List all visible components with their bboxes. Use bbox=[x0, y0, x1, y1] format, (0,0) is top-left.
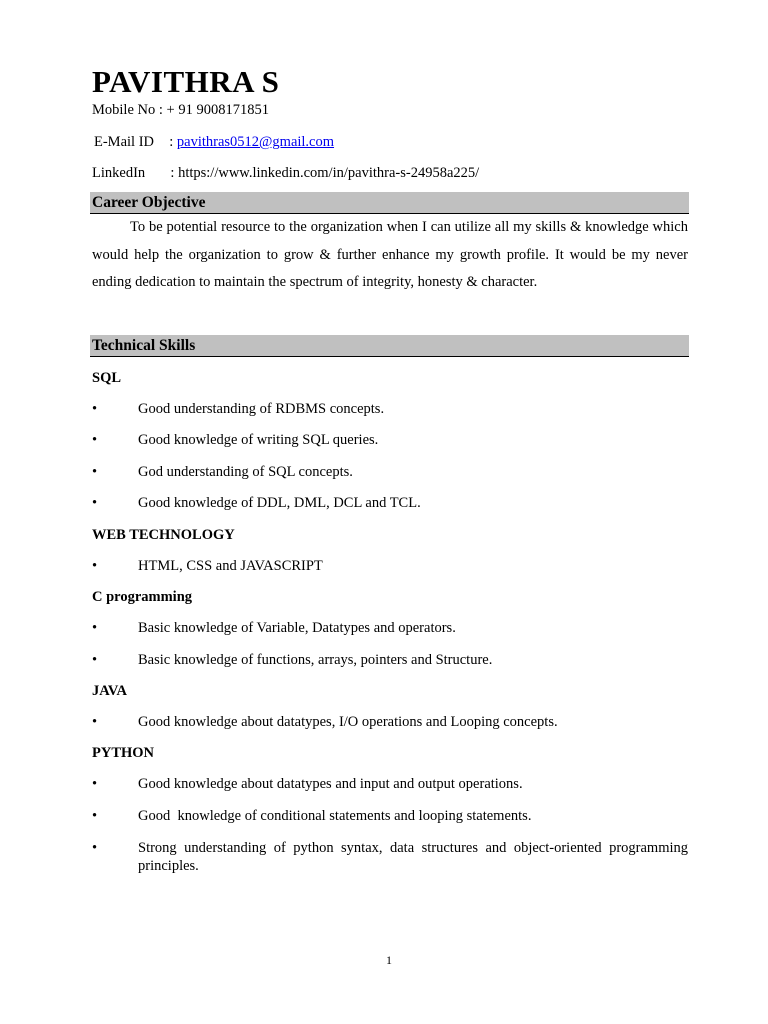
skill-group-c-heading: C programming bbox=[92, 589, 193, 605]
mobile-value: + 91 9008171851 bbox=[166, 102, 269, 118]
email-line bbox=[94, 133, 334, 151]
bullet-icon: • bbox=[92, 808, 98, 824]
career-objective-text: To be potential resource to the organization when I can utilize all my skills & knowledge which would help the organization to grow & further enhance my growth profile. It would be my never ending dedication to maintain the spectrum of integrity, honesty & character. bbox=[92, 219, 688, 290]
email-separator: : bbox=[169, 134, 174, 150]
list-item: • Strong understanding of python syntax, data structures and object-oriented programming principles. bbox=[92, 840, 688, 874]
bullet-icon: • bbox=[92, 432, 98, 448]
career-objective-heading: Career Objective bbox=[90, 192, 689, 214]
list-item: • Good understanding of RDBMS concepts. bbox=[92, 401, 385, 417]
page-number: 1 bbox=[386, 953, 392, 967]
bullet-icon: • bbox=[92, 558, 98, 574]
bullet-icon: • bbox=[92, 776, 98, 792]
email-label: E-Mail ID bbox=[94, 134, 154, 150]
bullet-icon: • bbox=[92, 714, 98, 730]
list-item: • Basic knowledge of Variable, Datatypes and operators. bbox=[92, 620, 456, 636]
skill-group-java-heading: JAVA bbox=[92, 683, 127, 699]
candidate-name: PAVITHRA S bbox=[92, 64, 280, 99]
mobile-line bbox=[92, 101, 269, 119]
skill-group-sql-heading: SQL bbox=[92, 370, 122, 386]
list-item: • Basic knowledge of functions, arrays, pointers and Structure. bbox=[92, 652, 493, 668]
list-item: • HTML, CSS and JAVASCRIPT bbox=[92, 558, 323, 574]
list-item: • Good knowledge of writing SQL queries. bbox=[92, 432, 379, 448]
linkedin-label: LinkedIn bbox=[92, 165, 146, 181]
list-item: • Good knowledge about datatypes, I/O operations and Looping concepts. bbox=[92, 714, 558, 730]
linkedin-separator: : bbox=[170, 165, 175, 181]
technical-skills-heading: Technical Skills bbox=[90, 335, 689, 357]
bullet-icon: • bbox=[92, 464, 98, 480]
bullet-icon: • bbox=[92, 495, 98, 511]
skill-group-web-heading: WEB TECHNOLOGY bbox=[92, 527, 235, 543]
bullet-icon: • bbox=[92, 401, 98, 417]
list-item: • Good knowledge of DDL, DML, DCL and TCL. bbox=[92, 495, 421, 511]
mobile-label: Mobile No : bbox=[92, 102, 163, 118]
bullet-icon: • bbox=[92, 840, 98, 856]
list-item: • Good knowledge about datatypes and input and output operations. bbox=[92, 776, 523, 792]
list-item: • Good knowledge of conditional statements and looping statements. bbox=[92, 808, 532, 824]
bullet-icon: • bbox=[92, 620, 98, 636]
email-link[interactable]: pavithras0512@gmail.com bbox=[176, 134, 335, 150]
bullet-icon: • bbox=[92, 652, 98, 668]
linkedin-url: https://www.linkedin.com/in/pavithra-s-24958a225/ bbox=[178, 165, 480, 181]
list-item: • God understanding of SQL concepts. bbox=[92, 464, 353, 480]
linkedin-line bbox=[92, 164, 479, 182]
skill-group-python-heading: PYTHON bbox=[92, 745, 155, 761]
